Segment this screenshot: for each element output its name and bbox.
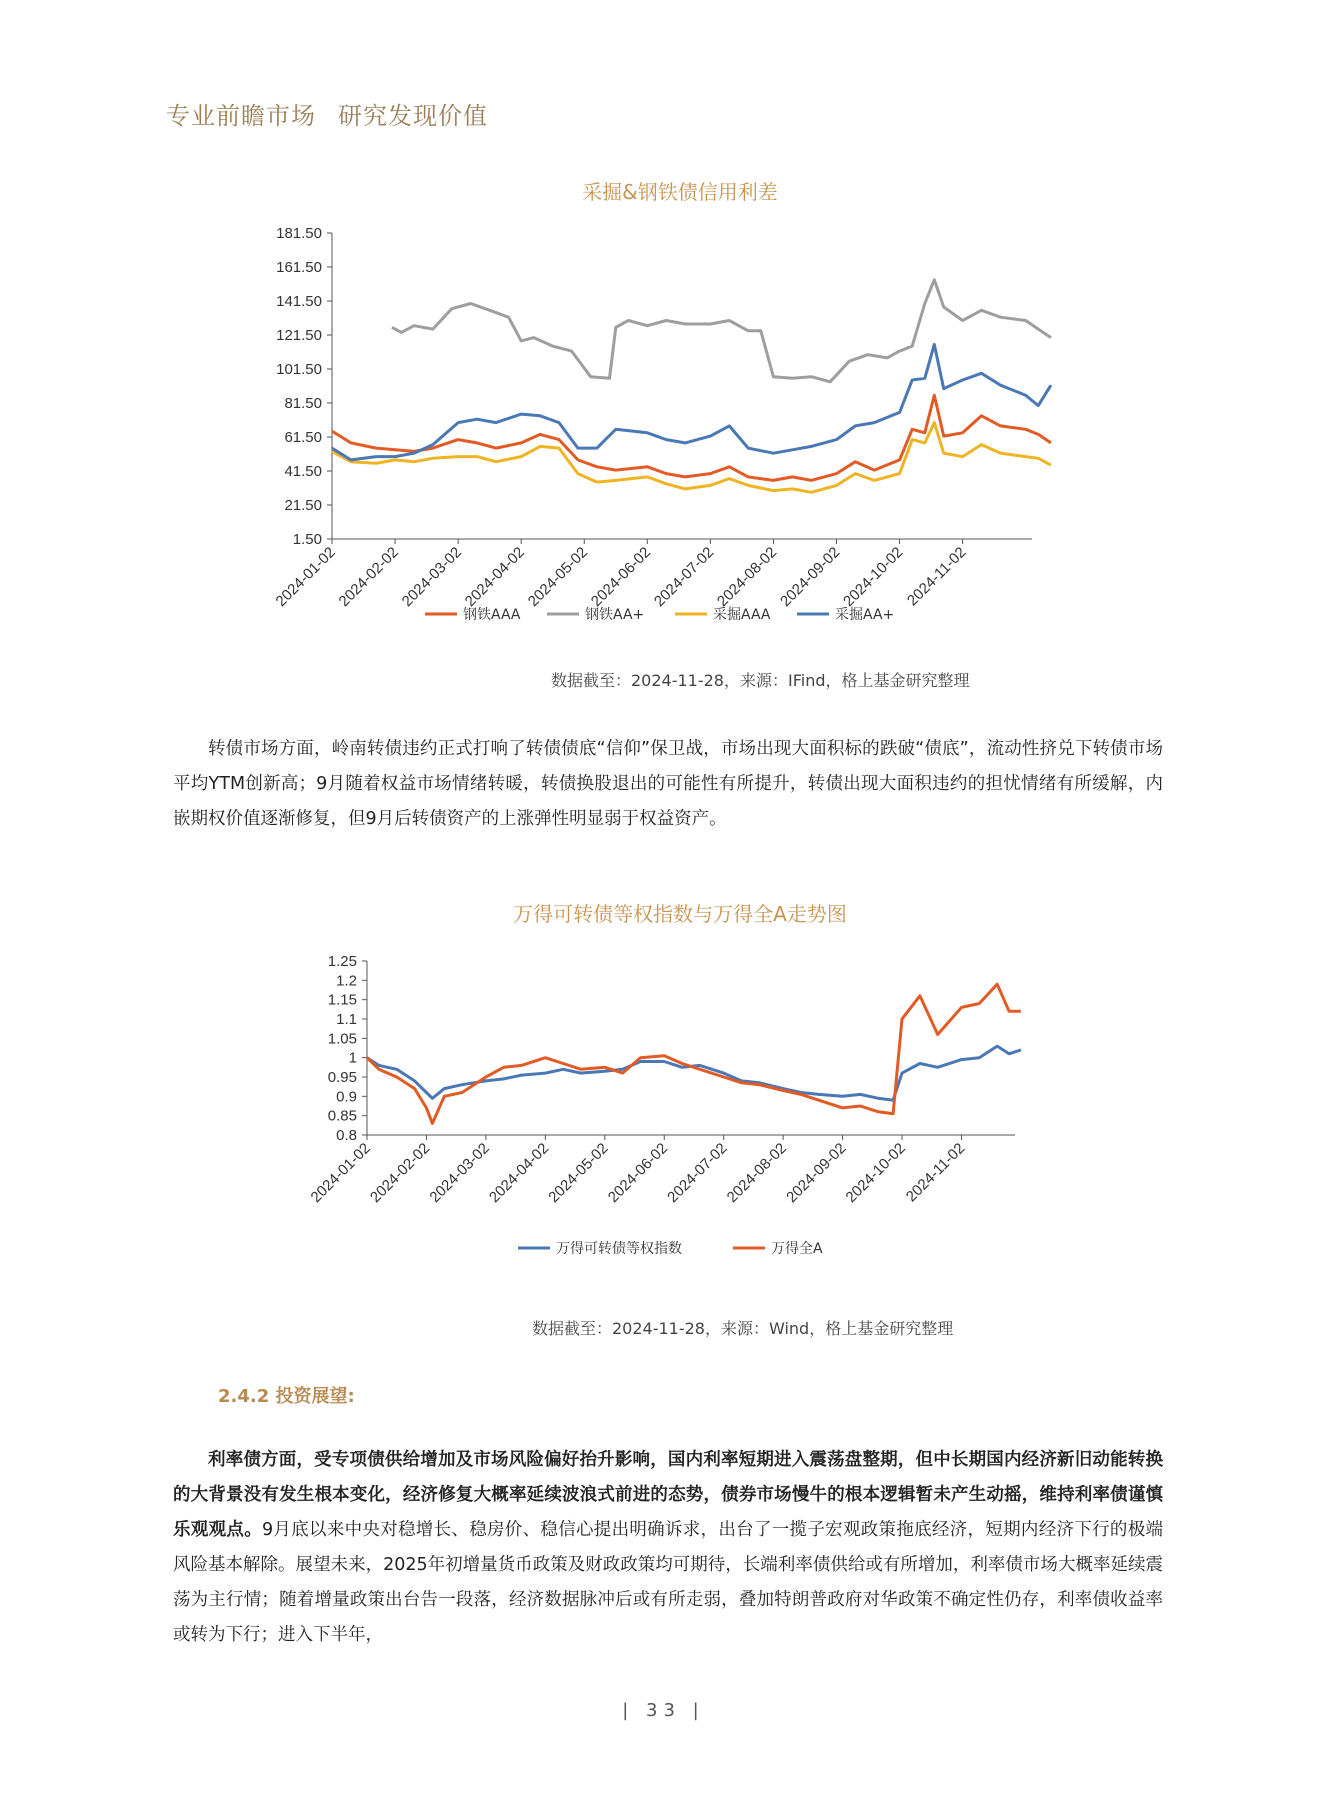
- x-tick-label: 2024-05-02: [545, 1139, 612, 1207]
- x-tick-label: 2024-10-02: [842, 1139, 909, 1207]
- y-tick-label: 41.50: [284, 463, 322, 480]
- outlook-paragraph: [173, 1443, 1163, 1653]
- y-tick-label: 0.9: [336, 1088, 357, 1106]
- y-tick-label: 1: [348, 1049, 357, 1067]
- y-tick-label: 181.50: [276, 225, 322, 242]
- convertible-index-chart: [300, 945, 1060, 1275]
- header-slogan-1: 专业前瞻市场: [166, 102, 316, 130]
- y-tick-label: 1.1: [336, 1011, 357, 1028]
- x-tick-label: 2024-02-02: [335, 543, 402, 611]
- x-tick-label: 2024-07-02: [650, 543, 718, 611]
- x-tick-label: 2024-04-02: [461, 543, 529, 611]
- x-tick-label: 2024-05-02: [524, 543, 592, 611]
- x-tick-label: 2024-02-02: [366, 1139, 434, 1207]
- x-tick-label: 2024-08-02: [713, 543, 781, 611]
- y-tick-label: 1.15: [327, 991, 357, 1009]
- x-tick-label: 2024-06-02: [604, 1139, 672, 1207]
- legend-label-2: 采掘AAA: [713, 607, 771, 623]
- y-tick-label: 121.50: [276, 327, 322, 344]
- header-slogan-2: 研究发现价值: [338, 102, 488, 130]
- series-line-1: [367, 984, 1021, 1123]
- x-tick-label: 2024-06-02: [587, 543, 655, 611]
- series-line-3: [332, 344, 1051, 460]
- legend-label-0: 万得可转债等权指数: [556, 1241, 682, 1257]
- y-tick-label: 1.25: [327, 953, 357, 970]
- y-tick-label: 101.50: [276, 361, 322, 378]
- page-header: [166, 96, 488, 131]
- legend-label-3: 采掘AA+: [835, 607, 895, 623]
- x-tick-label: 2024-03-02: [426, 1139, 493, 1207]
- chart2-title: 万得可转债等权指数与万得全A走势图: [513, 902, 847, 926]
- y-tick-label: 21.50: [284, 497, 322, 514]
- convertible-bond-paragraph: 转债市场方面，岭南转债违约正式打响了转债债底“信仰”保卫战，市场出现大面积标的跌破“债底”，流动性挤兑下转债市场平均YTM创新高；9月随着权益市场情绪转暖，转债换股退出的可能性有所提升，转债出现大面积违约的担忧情绪有所缓解，内嵌期权价值逐渐修复，但9月后转债资产的上涨弹性明显弱于权益资产。: [173, 739, 1163, 829]
- chart1-title: 采掘&钢铁债信用利差: [582, 180, 778, 204]
- x-tick-label: 2024-11-02: [902, 1139, 969, 1206]
- y-tick-label: 1.50: [292, 531, 322, 548]
- legend-label-1: 万得全A: [771, 1241, 823, 1257]
- y-tick-label: 0.85: [327, 1107, 357, 1125]
- x-tick-label: 2024-10-02: [840, 543, 907, 611]
- outlook-bold-text: 利率债方面，受专项债供给增加及市场风险偏好抬升影响，国内利率短期进入震荡盘整期，但中长期国内经济新旧动能转换的大背景没有发生根本变化，经济修复大概率延续波浪式前进的态势，债券市场慢牛的根本逻辑暂未产生动摇，维持利率债谨慎乐观观点。: [173, 1450, 1163, 1540]
- credit-spread-chart: [250, 215, 1070, 635]
- x-tick-label: 2024-11-02: [903, 543, 970, 610]
- y-tick-label: 141.50: [276, 293, 322, 310]
- y-tick-label: 161.50: [276, 259, 322, 276]
- section-heading: 2.4.2 投资展望:: [218, 1386, 355, 1407]
- legend-label-1: 钢铁AA+: [585, 607, 645, 623]
- x-tick-label: 2024-01-02: [307, 1139, 374, 1207]
- y-tick-label: 1.05: [327, 1030, 357, 1048]
- x-tick-label: 2024-08-02: [723, 1139, 790, 1207]
- legend-label-0: 钢铁AAA: [463, 607, 521, 623]
- x-tick-label: 2024-03-02: [398, 543, 465, 611]
- series-line-1: [392, 280, 1051, 382]
- y-tick-label: 61.50: [284, 429, 322, 446]
- x-tick-label: 2024-04-02: [485, 1139, 553, 1207]
- x-tick-label: 2024-09-02: [783, 1139, 850, 1207]
- chart1-source: 数据截至：2024-11-28，来源：IFind，格上基金研究整理: [551, 671, 970, 690]
- outlook-normal-text: 9月底以来中央对稳增长、稳房价、稳信心提出明确诉求，出台了一揽子宏观政策拖底经济，短期内经济下行的极端风险基本解除。展望未来，2025年初增量货币政策及财政政策均可期待，长端利率债供给或有所增加，利率债市场大概率延续震荡为主行情；随着增量政策出台告一段落，经济数据脉冲后或有所走弱，叠加特朗普政府对华政策不确定性仍存，利率债收益率或转为下行；进入下半年，: [173, 1520, 1164, 1645]
- y-tick-label: 0.8: [336, 1127, 357, 1144]
- page-number: | 33 |: [622, 1700, 705, 1721]
- x-tick-label: 2024-09-02: [777, 543, 844, 611]
- y-tick-label: 1.2: [336, 972, 357, 990]
- x-tick-label: 2024-07-02: [664, 1139, 731, 1207]
- y-tick-label: 0.95: [327, 1069, 357, 1086]
- y-tick-label: 81.50: [284, 395, 322, 412]
- x-tick-label: 2024-01-02: [272, 543, 339, 611]
- chart2-source: 数据截至：2024-11-28，来源：Wind，格上基金研究整理: [532, 1319, 954, 1338]
